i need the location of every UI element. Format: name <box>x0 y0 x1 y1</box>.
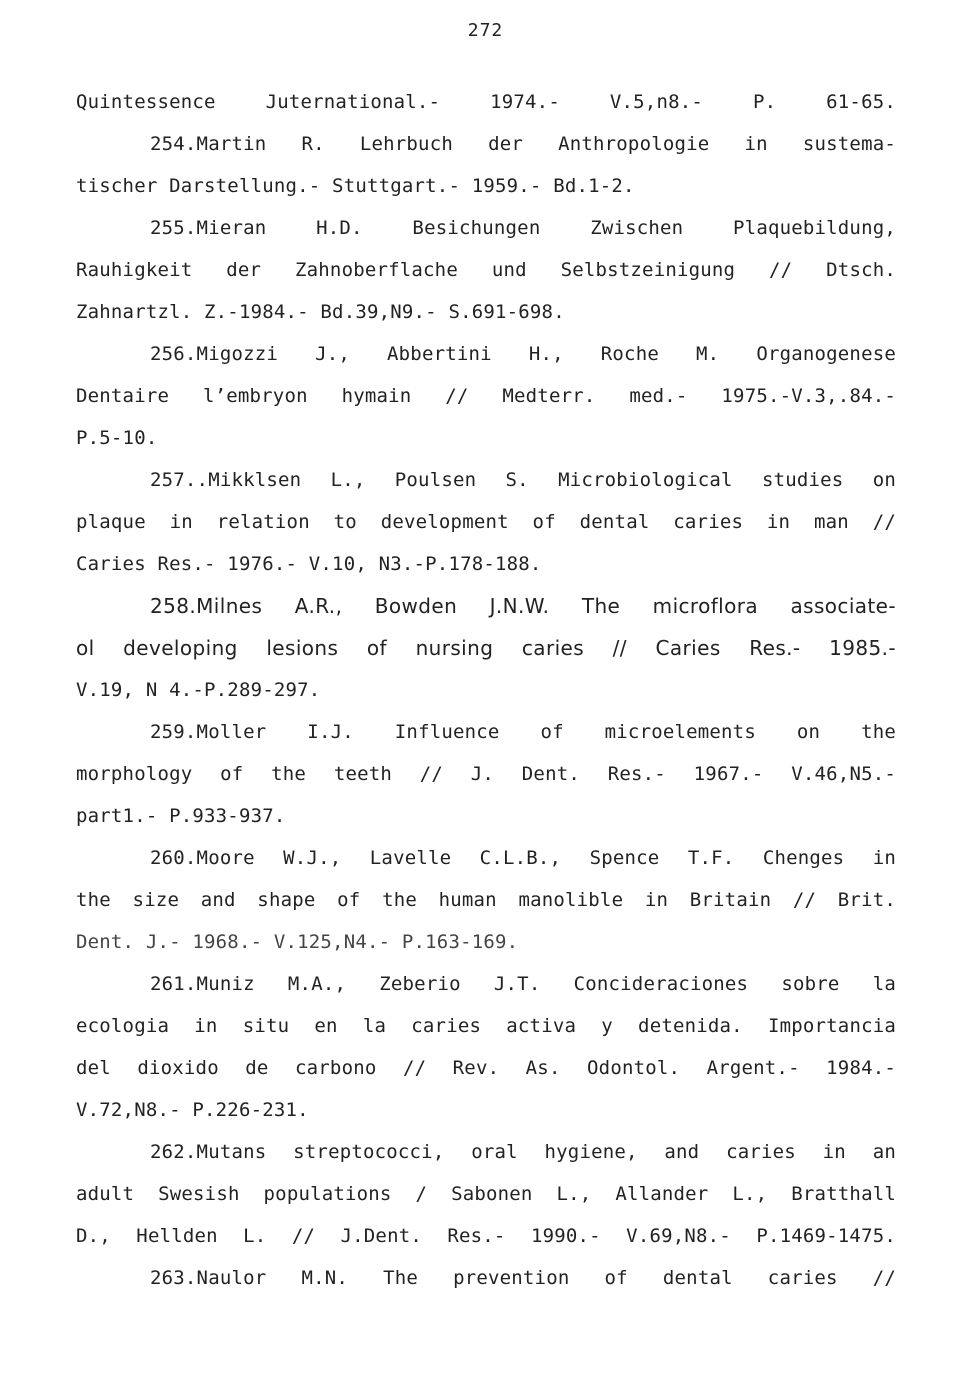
reference-line: 254.Martin R. Lehrbuch der Anthropologie in sustema- <box>150 133 896 155</box>
reference-line: Rauhigkeit der Zahnoberflache und Selbstzeinigung // Dtsch. <box>76 259 896 281</box>
reference-line: Dentaire l’embryon hymain // Medterr. med.- 1975.-V.3,.84.- <box>76 385 896 407</box>
reference-line: 261.Muniz M.A., Zeberio J.T. Concideraciones sobre la <box>150 973 896 995</box>
reference-line: morphology of the teeth // J. Dent. Res.- 1967.- V.46,N5.- <box>76 763 896 785</box>
page-number: 272 <box>467 20 504 41</box>
reference-line: Quintessence Juternational.- 1974.- V.5,n8.- P. 61-65. <box>76 91 896 113</box>
reference-line: V.72,N8.- P.226-231. <box>76 1099 309 1121</box>
reference-line: del dioxido de carbono // Rev. As. Odontol. Argent.- 1984.- <box>76 1057 896 1079</box>
reference-line: V.19, N 4.-P.289-297. <box>76 679 321 701</box>
reference-line: 255.Mieran H.D. Besichungen Zwischen Plaquebildung, <box>150 217 896 239</box>
reference-line: tischer Darstellung.- Stuttgart.- 1959.- Bd.1-2. <box>76 175 635 197</box>
reference-line: plaque in relation to development of dental caries in man // <box>76 511 896 533</box>
reference-line: adult Swesish populations / Sabonen L., Allander L., Bratthall <box>76 1183 896 1205</box>
reference-line: Caries Res.- 1976.- V.10, N3.-P.178-188. <box>76 553 542 575</box>
reference-line: 260.Moore W.J., Lavelle C.L.B., Spence T.F. Chenges in <box>150 847 896 869</box>
reference-line: 262.Mutans streptococci, oral hygiene, and caries in an <box>150 1141 896 1163</box>
reference-line: part1.- P.933-937. <box>76 805 286 827</box>
reference-line: P.5-10. <box>76 427 158 449</box>
reference-line: 259.Moller I.J. Influence of microelements on the <box>150 721 896 743</box>
reference-line: Dent. J.- 1968.- V.125,N4.- P.163-169. <box>76 931 519 953</box>
reference-line: ecologia in situ en la caries activa y detenida. Importancia <box>76 1015 896 1037</box>
reference-line: 258.Milnes A.R., Bowden J.N.W. The microflora associate- <box>150 594 896 618</box>
reference-line: Zahnartzl. Z.-1984.- Bd.39,N9.- S.691-698. <box>76 301 565 323</box>
reference-line: D., Hellden L. // J.Dent. Res.- 1990.- V.69,N8.- P.1469-1475. <box>76 1225 896 1247</box>
reference-line: 263.Naulor M.N. The prevention of dental caries // <box>150 1267 896 1289</box>
reference-line: the size and shape of the human manolible in Britain // Brit. <box>76 889 896 911</box>
reference-line: 256.Migozzi J., Abbertini H., Roche M. Organogenese <box>150 343 896 365</box>
reference-line: ol developing lesions of nursing caries // Caries Res.- 1985.- <box>76 636 896 660</box>
reference-line: 257..Mikklsen L., Poulsen S. Microbiological studies on <box>150 469 896 491</box>
